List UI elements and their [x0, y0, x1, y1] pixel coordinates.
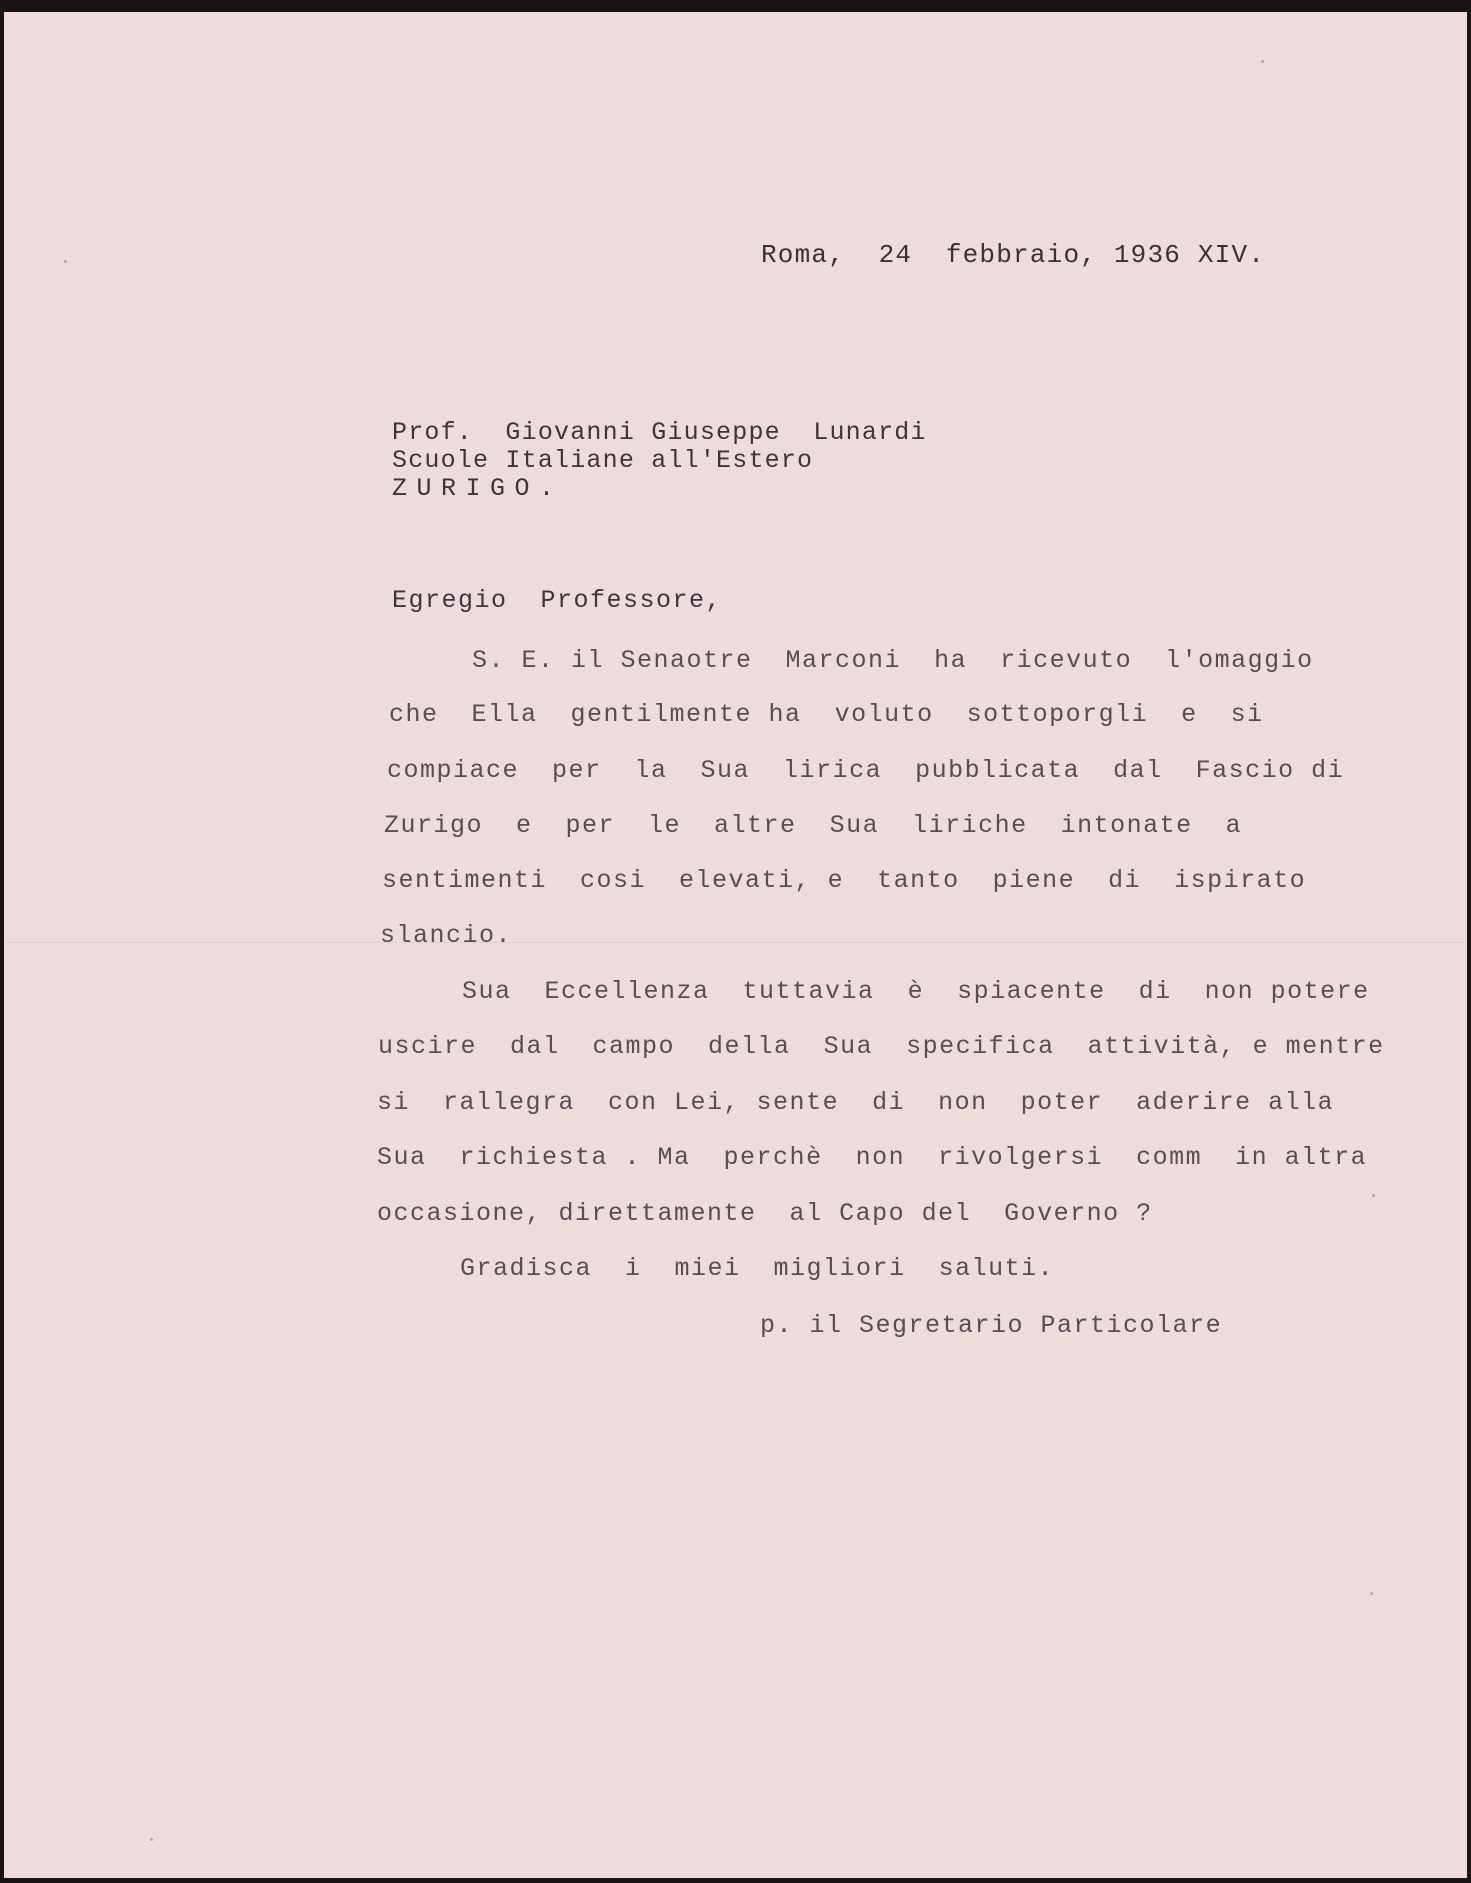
signature-line: p. il Segretario Particolare [760, 1311, 1223, 1340]
body-line: S. E. il Senaotre Marconi ha ricevuto l'omaggio [472, 646, 1314, 675]
paper-speck [150, 1838, 153, 1841]
letter-page [4, 12, 1467, 1878]
body-line: che Ella gentilmente ha voluto sottoporgli e si [389, 700, 1264, 729]
paper-speck [64, 260, 67, 263]
body-line: uscire dal campo della Sua specifica attività, e mentre [378, 1032, 1385, 1061]
paper-speck [1370, 1592, 1373, 1595]
letter-date: Roma, 24 febbraio, 1936 XIV. [761, 240, 1266, 270]
paper-speck [1372, 1194, 1375, 1197]
body-line: Zurigo e per le altre Sua liriche intonate a [384, 811, 1243, 840]
paper-fold-line [4, 942, 1467, 943]
body-line: sentimenti cosi elevati, e tanto piene di ispirato [382, 866, 1307, 895]
body-line: si rallegra con Lei, sente di non poter aderire alla [377, 1088, 1335, 1117]
paper-speck [1261, 60, 1264, 63]
recipient-name: Prof. Giovanni Giuseppe Lunardi [392, 418, 927, 447]
body-line: Sua Eccellenza tuttavia è spiacente di non potere [462, 977, 1370, 1006]
body-line: Gradisca i miei migliori saluti. [460, 1254, 1055, 1283]
body-line: Sua richiesta . Ma perchè non rivolgersi comm in altra [377, 1143, 1368, 1172]
body-line: compiace per la Sua lirica pubblicata dal Fascio di [387, 756, 1345, 785]
salutation: Egregio Professore, [392, 586, 723, 615]
recipient-institution: Scuole Italiane all'Estero [392, 446, 814, 475]
body-line: slancio. [380, 921, 513, 950]
body-line: occasione, direttamente al Capo del Governo ? [377, 1199, 1153, 1228]
recipient-city: ZURIGO. [392, 474, 564, 503]
